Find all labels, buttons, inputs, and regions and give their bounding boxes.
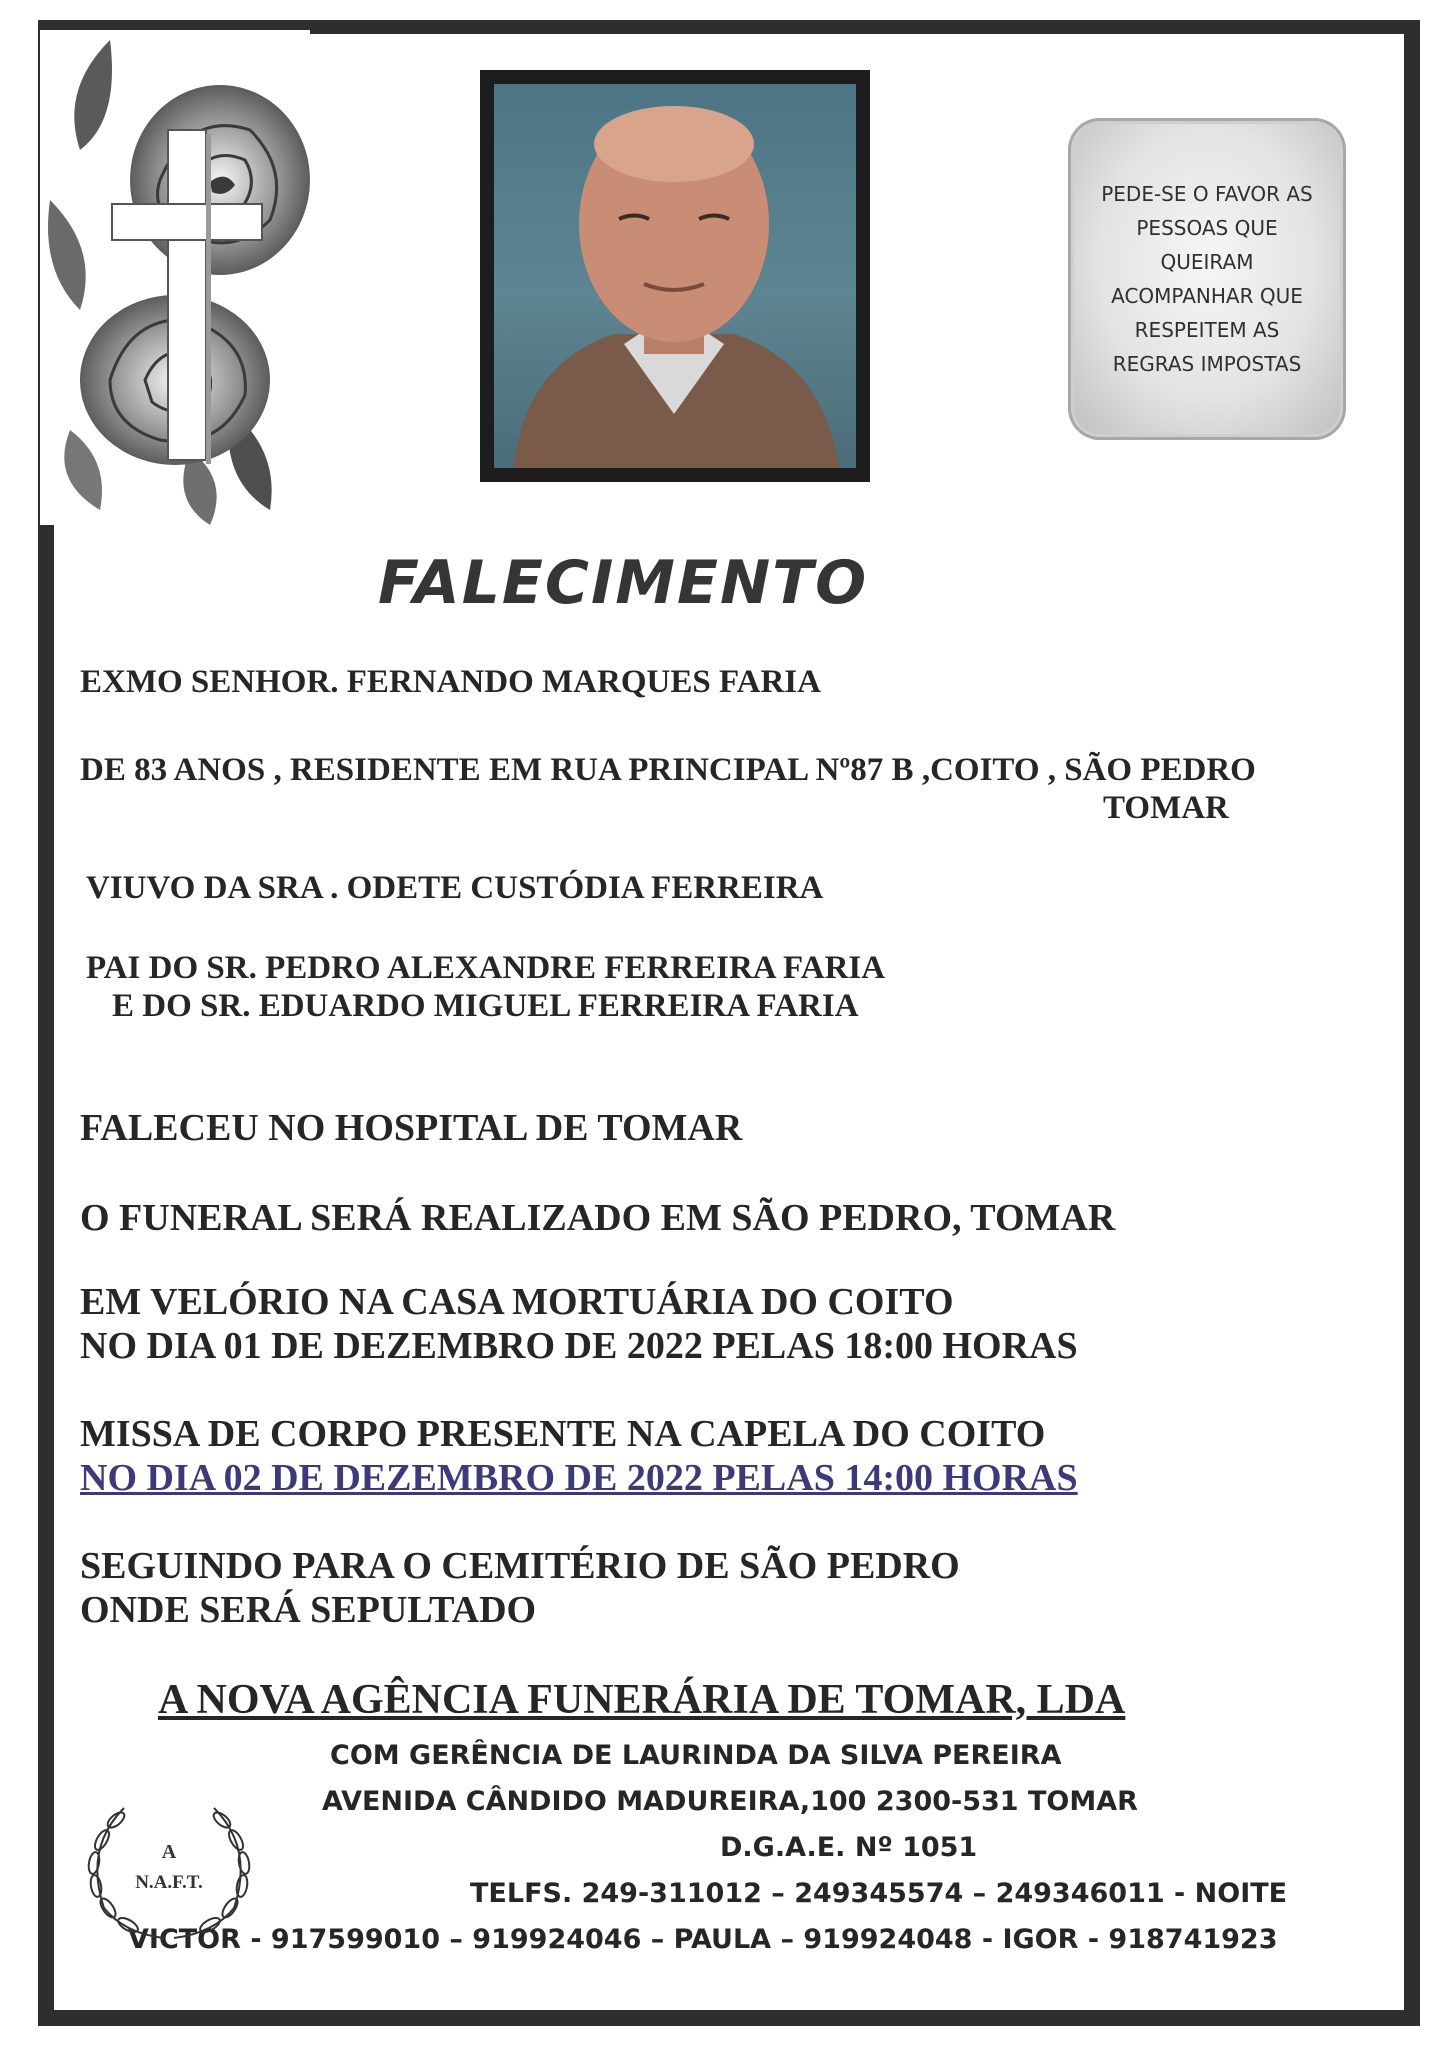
death-place: FALECEU NO HOSPITAL DE TOMAR (80, 1107, 743, 1149)
wake-datetime: NO DIA 01 DE DEZEMBRO DE 2022 PELAS 18:00 HORAS (80, 1325, 1078, 1367)
notice-text (1092, 177, 1322, 381)
burial-line-2: ONDE SERÁ SEPULTADO (80, 1589, 537, 1631)
notice-line: PESSOAS QUE (1136, 216, 1278, 240)
agency-address: AVENIDA CÂNDIDO MADUREIRA,100 2300-531 TOMAR (322, 1786, 1138, 1817)
roses-cross-decoration (40, 30, 310, 525)
notice-line: RESPEITEM AS (1134, 318, 1280, 342)
deceased-name: EXMO SENHOR. FERNANDO MARQUES FARIA (80, 664, 821, 700)
notice-line: QUEIRAM (1160, 250, 1254, 274)
mass-datetime: NO DIA 02 DE DEZEMBRO DE 2022 PELAS 14:00 HORAS (80, 1457, 1078, 1499)
logo-acronym: N.A.F.T. (135, 1872, 203, 1893)
notice-line: PEDE-SE O FAVOR AS (1101, 182, 1313, 206)
agency-name: A NOVA AGÊNCIA FUNERÁRIA DE TOMAR, LDA (158, 1677, 1126, 1723)
logo-letter: A (161, 1841, 177, 1863)
wake-location: EM VELÓRIO NA CASA MORTUÁRIA DO COITO (80, 1281, 954, 1323)
agency-management: COM GERÊNCIA DE LAURINDA DA SILVA PEREIRA (330, 1740, 1062, 1771)
children-line-2: E DO SR. EDUARDO MIGUEL FERREIRA FARIA (112, 988, 859, 1024)
spouse-line: VIUVO DA SRA . ODETE CUSTÓDIA FERREIRA (86, 870, 824, 906)
notice-box (1068, 118, 1346, 440)
night-contacts: VICTOR - 917599010 – 919924046 – PAULA – 919924048 - IGOR - 918741923 (128, 1924, 1278, 1955)
agency-phones: TELFS. 249-311012 – 249345574 – 249346011 - NOITE (470, 1878, 1288, 1909)
age-residence: DE 83 ANOS , RESIDENTE EM RUA PRINCIPAL Nº87 B ,COITO , SÃO PEDRO (80, 752, 1256, 788)
page-title: FALECIMENTO (378, 548, 869, 618)
mass-location: MISSA DE CORPO PRESENTE NA CAPELA DO COITO (80, 1413, 1046, 1455)
funeral-place: O FUNERAL SERÁ REALIZADO EM SÃO PEDRO, TOMAR (80, 1197, 1116, 1239)
agency-license: D.G.A.E. Nº 1051 (720, 1832, 978, 1863)
age-residence-continued: TOMAR (1103, 790, 1229, 826)
notice-line: REGRAS IMPOSTAS (1112, 352, 1302, 376)
agency-logo (64, 1788, 274, 1946)
portrait-figure (494, 84, 856, 468)
children-line-1: PAI DO SR. PEDRO ALEXANDRE FERREIRA FARIA (86, 950, 886, 986)
deceased-portrait (480, 70, 870, 482)
burial-line-1: SEGUINDO PARA O CEMITÉRIO DE SÃO PEDRO (80, 1545, 960, 1587)
notice-line: ACOMPANHAR QUE (1111, 284, 1303, 308)
